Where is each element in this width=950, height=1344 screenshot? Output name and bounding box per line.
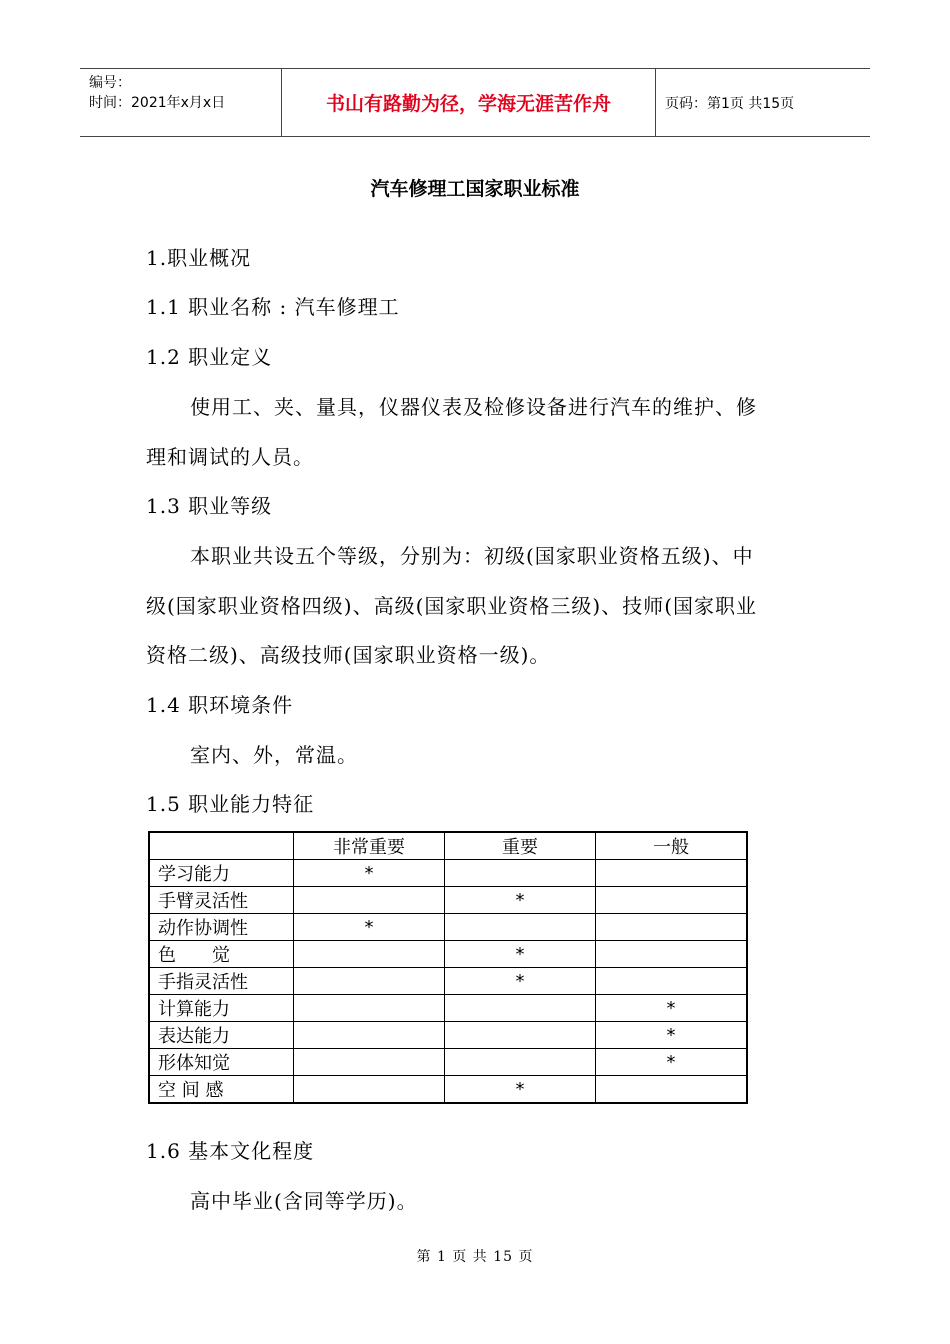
table-header-cell: 一般 xyxy=(596,832,748,860)
ability-name: 色 觉 xyxy=(149,941,294,968)
header-divider xyxy=(655,69,656,136)
body-text: 本职业共设五个等级，分别为：初级(国家职业资格五级)、中 xyxy=(190,544,754,568)
rating-cell: * xyxy=(445,887,596,914)
table-row xyxy=(149,941,747,968)
body-text: 高中毕业(含同等学历)。 xyxy=(190,1189,418,1213)
rating-cell xyxy=(596,1076,748,1104)
rating-cell: * xyxy=(596,995,748,1022)
ability-name: 手指灵活性 xyxy=(149,968,294,995)
rating-cell: * xyxy=(294,914,445,941)
table-row xyxy=(149,1076,747,1104)
body-text: 资格二级)、高级技师(国家职业资格一级)。 xyxy=(146,643,551,667)
time-label: 时间：2021年x月x日 xyxy=(89,95,226,111)
ability-name: 动作协调性 xyxy=(149,914,294,941)
rating-cell: * xyxy=(445,968,596,995)
header-meta xyxy=(89,73,225,113)
rating-cell: * xyxy=(445,1076,596,1104)
table-header-cell: 重要 xyxy=(445,832,596,860)
ability-name: 计算能力 xyxy=(149,995,294,1022)
section-heading: 1.4 职环境条件 xyxy=(146,693,294,717)
rating-cell xyxy=(294,1076,445,1104)
table-row xyxy=(149,860,747,887)
table-header-row xyxy=(149,832,747,860)
section-heading: 1.2 职业定义 xyxy=(146,345,273,369)
section-heading: 1.职业概况 xyxy=(146,246,252,270)
header-motto: 书山有路勤为径，学海无涯苦作舟 xyxy=(325,93,611,115)
table-row xyxy=(149,1049,747,1076)
number-label: 编号： xyxy=(89,75,131,91)
page-footer: 第 1 页 共 15 页 xyxy=(416,1249,534,1265)
rating-cell: * xyxy=(596,1049,748,1076)
section-heading: 1.5 职业能力特征 xyxy=(146,792,315,816)
header-page-info: 页码：第1页 共15页 xyxy=(665,96,795,112)
section-heading: 1.6 基本文化程度 xyxy=(146,1139,315,1163)
ability-name: 空 间 感 xyxy=(149,1076,294,1104)
rating-cell xyxy=(445,1049,596,1076)
body-text: 使用工、夹、量具，仪器仪表及检修设备进行汽车的维护、修 xyxy=(190,395,757,419)
section-heading: 1.1 职业名称 : 汽车修理工 xyxy=(146,295,400,319)
ability-name: 学习能力 xyxy=(149,860,294,887)
ability-name: 手臂灵活性 xyxy=(149,887,294,914)
rating-cell xyxy=(294,968,445,995)
rating-cell xyxy=(445,914,596,941)
table-row xyxy=(149,995,747,1022)
table-row xyxy=(149,914,747,941)
ability-table xyxy=(148,831,748,1104)
ability-name: 表达能力 xyxy=(149,1022,294,1049)
rating-cell xyxy=(596,887,748,914)
rating-cell: * xyxy=(596,1022,748,1049)
rating-cell: * xyxy=(294,860,445,887)
rating-cell xyxy=(596,914,748,941)
rating-cell xyxy=(294,941,445,968)
rating-cell: * xyxy=(445,941,596,968)
rating-cell xyxy=(294,1022,445,1049)
rating-cell xyxy=(596,968,748,995)
body-text: 室内、外，常温。 xyxy=(190,743,358,767)
rating-cell xyxy=(445,995,596,1022)
section-heading: 1.3 职业等级 xyxy=(146,494,273,518)
ability-name: 形体知觉 xyxy=(149,1049,294,1076)
document-title: 汽车修理工国家职业标准 xyxy=(370,178,580,200)
page-header xyxy=(80,68,870,137)
table-header-cell xyxy=(149,832,294,860)
table-row xyxy=(149,1022,747,1049)
rating-cell xyxy=(596,860,748,887)
rating-cell xyxy=(294,995,445,1022)
rating-cell xyxy=(596,941,748,968)
table-header-cell: 非常重要 xyxy=(294,832,445,860)
table-row xyxy=(149,887,747,914)
rating-cell xyxy=(445,860,596,887)
rating-cell xyxy=(445,1022,596,1049)
rating-cell xyxy=(294,1049,445,1076)
rating-cell xyxy=(294,887,445,914)
body-text: 级(国家职业资格四级)、高级(国家职业资格三级)、技师(国家职业 xyxy=(146,594,758,618)
table-row xyxy=(149,968,747,995)
body-text: 理和调试的人员。 xyxy=(146,445,314,469)
